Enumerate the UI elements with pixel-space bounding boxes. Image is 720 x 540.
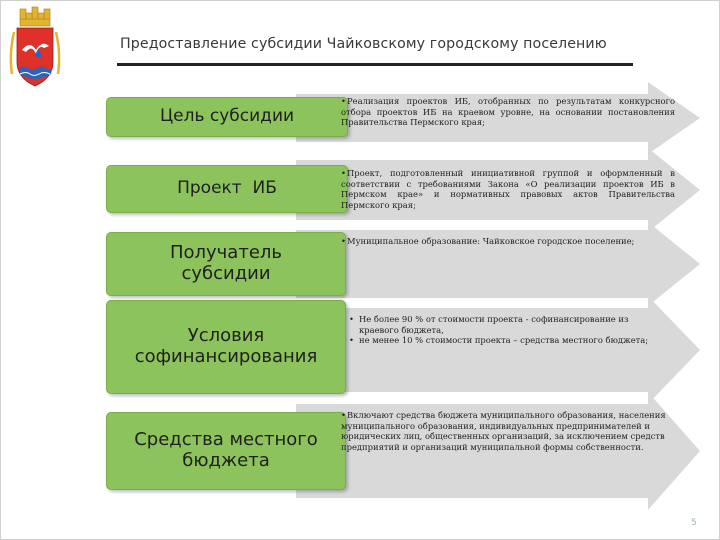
title-underline bbox=[117, 63, 633, 66]
row-label: Средства местного бюджета bbox=[134, 429, 318, 471]
row-text: Муниципальное образование: Чайковское городское поселение; bbox=[347, 236, 635, 246]
row-description: •Проект, подготовленный инициативной группой и оформленный в соответствии с требованиями Закона «О реализации проектов ИБ в Пермском крае» и нормативных правовых актов Правительства Пермского края; bbox=[341, 168, 675, 210]
row-label-box bbox=[106, 165, 348, 213]
row-label: Получатель субсидии bbox=[169, 242, 283, 284]
row-label-box bbox=[106, 300, 346, 394]
row-description: •Включают средства бюджета муниципального образования, населения муниципального образования, индивидуальных предпринимателей и юридических лиц, общественных организаций, за исключением средств предприятий и организаций муниципальной формы собственности. bbox=[341, 410, 666, 452]
row-description bbox=[349, 314, 665, 346]
row-description: •Муниципальное образование: Чайковское городское поселение; bbox=[341, 236, 635, 246]
row-label-box bbox=[106, 232, 346, 296]
row-label: Проект ИБ bbox=[177, 178, 277, 199]
row-text: Проект, подготовленный инициативной группой и оформленный в соответствии с требованиями Закона «О реализации проектов ИБ в Пермском крае» и нормативных правовых актов Правительства Пермского края; bbox=[341, 168, 675, 210]
arrow-shape bbox=[296, 296, 708, 404]
row-label-box bbox=[106, 97, 348, 137]
list-item: • не менее 10 % стоимости проекта – средства местного бюджета; bbox=[349, 335, 665, 346]
page-title: Предоставление субсидии Чайковскому городскому поселению bbox=[120, 36, 607, 52]
coat-of-arms-icon bbox=[6, 4, 64, 92]
page-number: 5 bbox=[691, 518, 697, 528]
row-text: Реализация проектов ИБ, отобранных по результатам конкурсного отбора проектов ИБ на краевом уровне, на основании постановления Правительства Пермского края; bbox=[341, 96, 675, 128]
row-label: Условия софинансирования bbox=[134, 325, 318, 367]
row-label-box bbox=[106, 412, 346, 490]
row-description: •Реализация проектов ИБ, отобранных по результатам конкурсного отбора проектов ИБ на краевом уровне, на основании постановления Правительства Пермского края; bbox=[341, 96, 675, 128]
list-item: • Не более 90 % от стоимости проекта - софинансирование из краевого бюджета, bbox=[349, 314, 665, 335]
row-text: Включают средства бюджета муниципального образования, населения муниципального образования, индивидуальных предпринимателей и юридических лиц, общественных организаций, за исключением средств предприятий и организаций муниципальной формы собственности. bbox=[341, 410, 666, 452]
row-label: Цель субсидии bbox=[159, 106, 295, 127]
arrow-shape bbox=[296, 222, 708, 306]
